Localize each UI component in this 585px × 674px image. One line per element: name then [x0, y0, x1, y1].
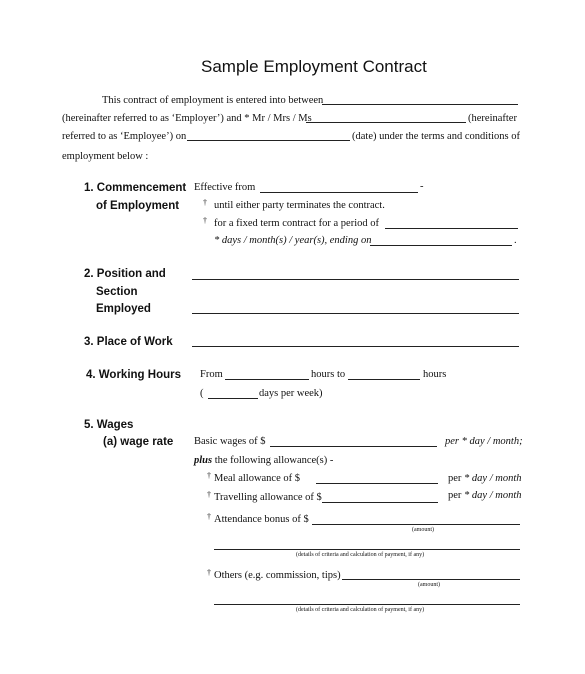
end-hour-field[interactable]	[348, 379, 420, 380]
section-4-heading: 4. Working Hours	[86, 369, 181, 381]
plus-rest: the following allowance(s) -	[214, 455, 334, 466]
section-1-heading-2: of Employment	[96, 200, 180, 212]
period-mark: .	[514, 235, 517, 246]
plus-word: plus	[194, 455, 213, 466]
place-of-work-field[interactable]	[192, 346, 519, 347]
attendance-details-field[interactable]	[214, 549, 520, 550]
option-fixed-term: for a fixed term contract for a period of	[214, 218, 380, 229]
term-units-text: * days / month(s) / year(s), ending on	[214, 235, 372, 246]
section-5-heading: 5. Wages	[84, 419, 134, 431]
basic-wages-per: per * day / month;	[445, 436, 523, 447]
amount-caption: (amount)	[412, 527, 434, 533]
dagger-mark: †	[203, 216, 207, 225]
dagger-mark: †	[207, 490, 211, 499]
end-date-field[interactable]	[370, 245, 512, 246]
meal-per-units: * day / month	[464, 473, 522, 484]
basic-wages-label: Basic wages of $	[194, 436, 266, 447]
dagger-mark: †	[203, 198, 207, 207]
intro-line-4: employment below :	[62, 151, 149, 162]
option-until-terminated: until either party terminates the contract.	[214, 200, 385, 211]
effective-from-label: Effective from	[194, 182, 256, 193]
dash: -	[420, 181, 424, 192]
from-label: From	[200, 369, 223, 380]
intro-line-3: referred to as ‘Employee’) on	[62, 131, 187, 142]
days-per-week-field[interactable]	[208, 398, 258, 399]
others-field[interactable]	[342, 579, 520, 580]
details-caption: (details of criteria and calculation of payment, if any)	[296, 552, 425, 558]
plus-allowances-line	[194, 455, 333, 466]
start-hour-field[interactable]	[225, 379, 309, 380]
intro-line-1: This contract of employment is entered into between	[102, 95, 324, 106]
employer-name-field[interactable]	[322, 104, 518, 105]
amount-caption: (amount)	[418, 582, 440, 588]
meal-allowance-label: Meal allowance of $	[214, 473, 301, 484]
page-title: Sample Employment Contract	[201, 57, 427, 76]
section-2-heading-2: Section	[96, 286, 138, 298]
others-details-field[interactable]	[214, 604, 520, 605]
open-paren: (	[200, 388, 204, 399]
intro-line-2-end: (hereinafter	[468, 113, 517, 124]
employee-name-field[interactable]	[306, 122, 466, 123]
hours-to-label: hours to	[311, 369, 346, 380]
dagger-mark: †	[207, 568, 211, 577]
dagger-mark: †	[207, 512, 211, 521]
intro-line-2: (hereinafter referred to as ‘Employer’) and * Mr / Mrs / Ms	[62, 113, 312, 124]
intro-line-3-end: (date) under the terms and conditions of	[352, 131, 520, 142]
section-3-heading: 3. Place of Work	[84, 336, 173, 348]
section-field[interactable]	[192, 313, 519, 314]
section-2-heading: 2. Position and	[84, 268, 166, 280]
travel-allowance-per: per * day / month	[448, 490, 522, 501]
others-label: Others (e.g. commission, tips)	[214, 570, 341, 581]
meal-allowance-per: per * day / month	[448, 473, 522, 484]
fixed-term-period-field[interactable]	[385, 228, 518, 229]
contract-date-field[interactable]	[187, 140, 350, 141]
section-2-heading-3: Employed	[96, 303, 151, 315]
travel-per-units: * day / month	[464, 490, 522, 501]
attendance-bonus-field[interactable]	[312, 524, 520, 525]
meal-allowance-field[interactable]	[316, 483, 438, 484]
details-caption: (details of criteria and calculation of payment, if any)	[296, 607, 425, 613]
effective-from-field[interactable]	[260, 192, 418, 193]
attendance-bonus-label: Attendance bonus of $	[214, 514, 309, 525]
travel-allowance-label: Travelling allowance of $	[214, 492, 322, 503]
hours-label: hours	[423, 369, 447, 380]
basic-wages-field[interactable]	[270, 446, 437, 447]
section-1-heading: 1. Commencement	[84, 182, 187, 194]
travel-allowance-field[interactable]	[322, 502, 438, 503]
position-field[interactable]	[192, 279, 519, 280]
days-per-week-label: days per week)	[259, 388, 323, 399]
dagger-mark: †	[207, 471, 211, 480]
wage-rate-subheading: (a) wage rate	[103, 436, 174, 448]
